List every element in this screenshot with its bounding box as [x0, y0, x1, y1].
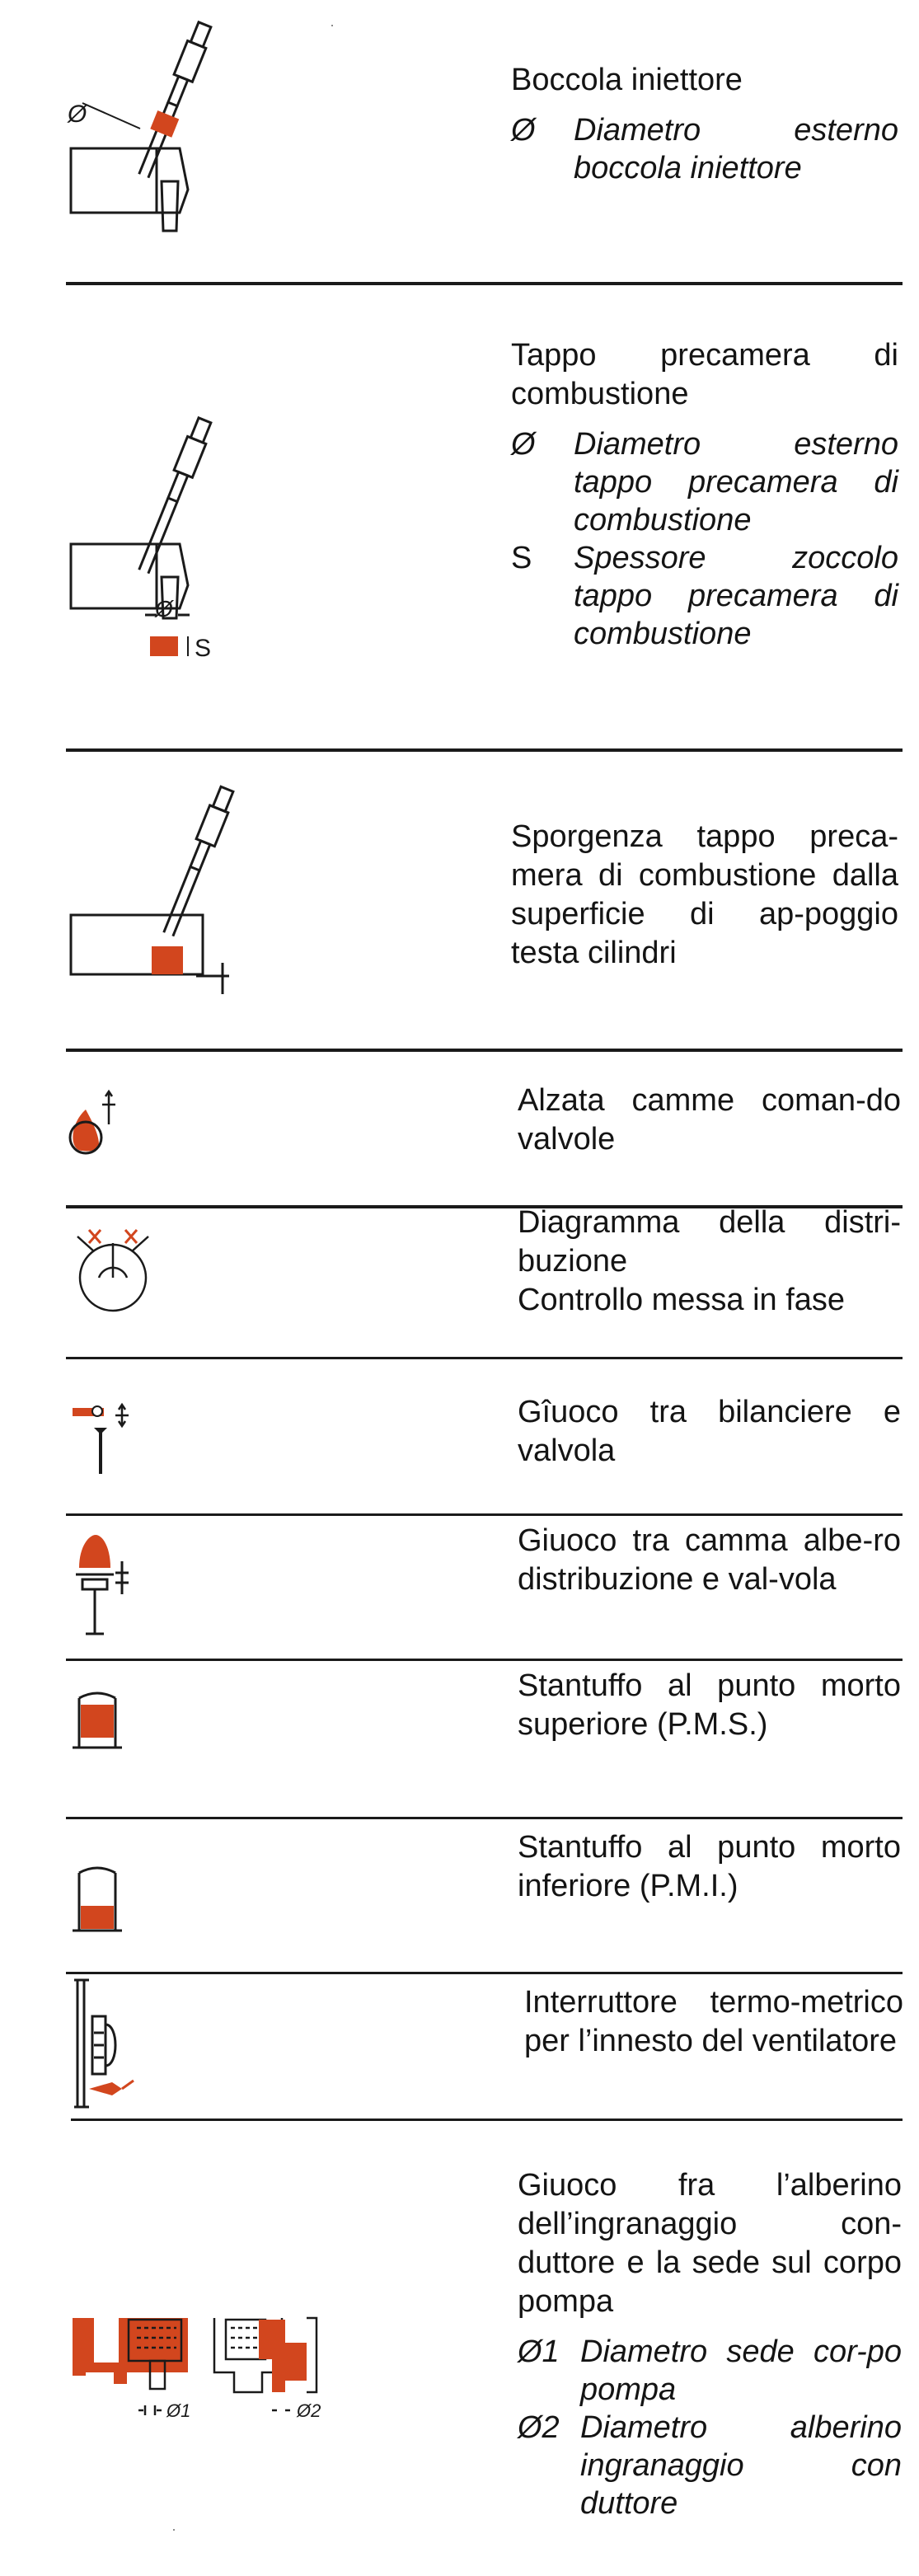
entry-title: Sporgenza tappo preca-mera di combustione dalla superficie di ap-poggio testa cilindri: [511, 819, 898, 970]
rocker-valve-clearance-icon: [69, 1401, 152, 1476]
d2-symbol: Ø2: [518, 2410, 560, 2445]
thickness-symbol: S: [511, 541, 532, 575]
entry-title: Interruttore termo-metrico per l’innesto del ventilatore: [524, 1985, 903, 2058]
entry-title: Gîuoco tra bilanciere e valvola: [518, 1395, 901, 1468]
diameter-description: Diametro esterno tappo precamera di combustione: [574, 427, 898, 537]
diameter-symbol: Ø: [511, 113, 536, 148]
d2-description: Diametro alberino ingranaggio con duttore: [580, 2410, 902, 2521]
entry-plug-protrusion: [511, 818, 898, 973]
entry-subtitle: Controllo messa in fase: [518, 1283, 846, 1317]
entry-cam-lift: [518, 1082, 901, 1159]
section-divider: [66, 1049, 903, 1052]
piston-tdc-icon: [69, 1690, 127, 1764]
scan-speck: [173, 2529, 175, 2531]
section-divider: [66, 1357, 903, 1359]
diameter-label: Ø: [155, 596, 173, 622]
entry-title: Giuoco tra camma albe-ro distribuzione e val-vola: [518, 1523, 901, 1597]
section-divider: [66, 1659, 903, 1661]
section-divider: [66, 282, 903, 285]
svg-text:Ø: Ø: [68, 101, 87, 128]
scan-speck: [331, 25, 333, 26]
plug-protrusion-icon: [64, 791, 246, 997]
section-divider: [71, 2119, 903, 2121]
diameter-symbol: Ø: [511, 427, 536, 462]
entry-piston-bdc: [518, 1828, 901, 1906]
entry-injector-bushing: [511, 61, 898, 187]
d2-label: Ø2: [297, 2400, 321, 2421]
d1-label: Ø1: [166, 2400, 191, 2421]
section-divider: [66, 1817, 903, 1819]
entry-pump-gear-shaft: [518, 2166, 902, 2522]
thickness-description: Spessore zoccolo tappo precamera di combustione: [574, 541, 898, 651]
entry-title: Tappo precamera di combustione: [511, 338, 898, 411]
cam-valve-clearance-icon: [68, 1525, 150, 1640]
entry-cam-valve-clearance: [518, 1522, 901, 1599]
piston-bdc-icon: [69, 1865, 127, 1939]
entry-title: Giuoco fra l’alberino dell’ingranaggio con-duttore e la sede sul corpo pompa: [518, 2168, 902, 2319]
injector-bushing-icon: [64, 25, 221, 247]
entry-timing-diagram: [518, 1204, 901, 1320]
pump-gear-shaft-icon: [69, 2302, 366, 2425]
d1-symbol: Ø1: [518, 2334, 560, 2369]
entry-title: Stantuffo al punto morto superiore (P.M.S.): [518, 1668, 901, 1742]
fan-thermo-switch-icon: [73, 1975, 147, 2115]
entry-piston-tdc: [518, 1667, 901, 1744]
cam-lift-icon: [66, 1086, 148, 1161]
precombustion-plug-icon: [64, 420, 229, 668]
entry-title: Boccola iniettore: [511, 63, 743, 97]
diameter-description: Diametro esterno boccola iniettore: [574, 113, 898, 185]
entry-title: Diagramma della distri-buzione: [518, 1205, 901, 1279]
entry-precombustion-plug: [511, 336, 898, 653]
entry-title: Stantuffo al punto morto inferiore (P.M.I.): [518, 1830, 901, 1903]
section-divider: [66, 748, 903, 752]
section-divider: [66, 1972, 903, 1974]
entry-fan-thermo-switch: [524, 1983, 903, 2061]
section-divider: [66, 1513, 903, 1516]
entry-title: Alzata camme coman-do valvole: [518, 1083, 901, 1157]
thickness-label: S: [195, 635, 212, 662]
d1-description: Diametro sede cor-po pompa: [580, 2334, 902, 2407]
entry-rocker-valve-clearance: [518, 1393, 901, 1471]
timing-diagram-icon: [68, 1218, 158, 1317]
